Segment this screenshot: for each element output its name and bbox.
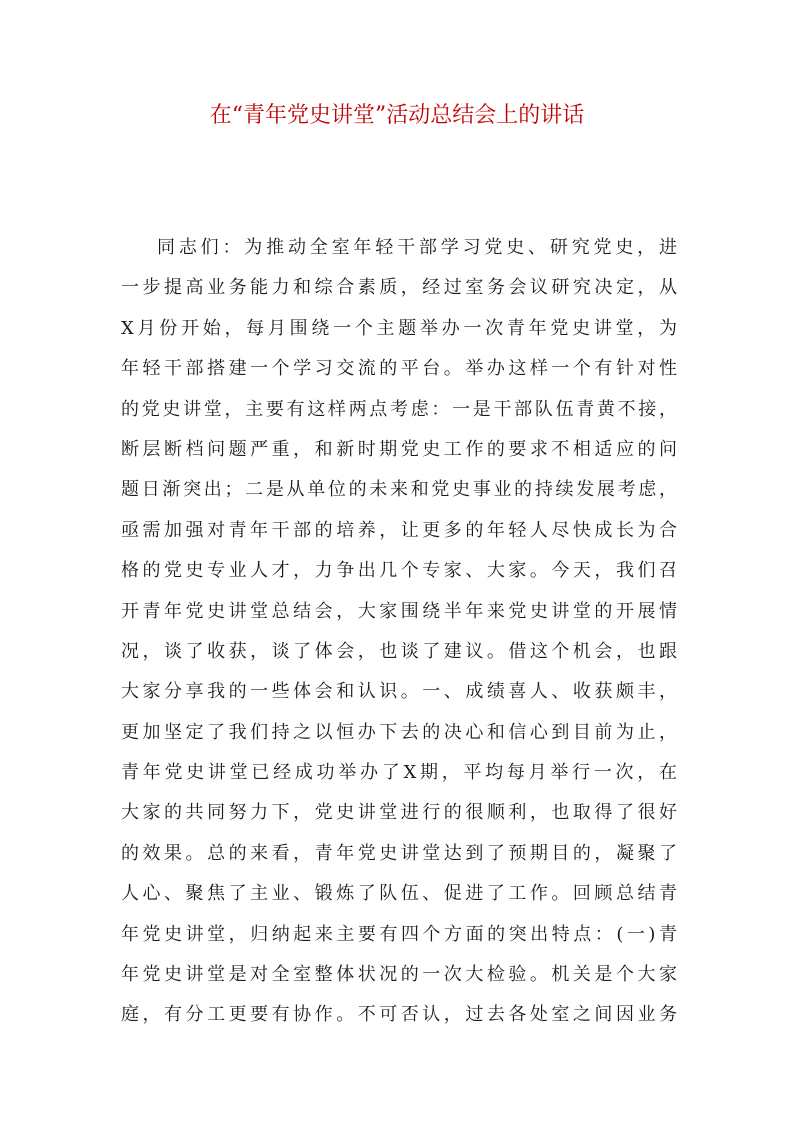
body-line: 一步提高业务能力和综合素质，经过室务会议研究决定，从	[121, 277, 677, 299]
body-line: 更加坚定了我们持之以恒办下去的决心和信心到目前为止，	[121, 721, 677, 743]
body-line: 的党史讲堂，主要有这样两点考虑：一是干部队伍青黄不接，	[121, 398, 677, 420]
body-line: 同志们：为推动全室年轻干部学习党史、研究党史，进	[157, 237, 677, 258]
document-title: 在“青年党史讲堂”活动总结会上的讲话	[209, 103, 585, 128]
body-line: 庭，有分工更要有协作。不可否认，过去各处室之间因业务	[121, 1004, 677, 1026]
body-line: 断层断档问题严重，和新时期党史工作的要求不相适应的问	[121, 438, 677, 460]
body-line: 题日渐突出；二是从单位的未来和党史事业的持续发展考虑，	[121, 479, 677, 501]
body-line: 格的党史专业人才，力争出几个专家、大家。今天，我们召	[121, 560, 677, 582]
body-line: 开青年党史讲堂总结会，大家围绕半年来党史讲堂的开展情	[121, 600, 677, 622]
document-body	[121, 228, 677, 1036]
body-line: 人心、聚焦了主业、锻炼了队伍、促进了工作。回顾总结青	[121, 883, 677, 905]
body-line: 大家分享我的一些体会和认识。一、成绩喜人、收获颇丰，	[121, 681, 677, 703]
body-line: 亟需加强对青年干部的培养，让更多的年轻人尽快成长为合	[121, 519, 677, 541]
body-line: 年党史讲堂是对全室整体状况的一次大检验。机关是个大家	[121, 964, 677, 986]
body-line: 青年党史讲堂已经成功举办了X期，平均每月举行一次，在	[121, 762, 677, 784]
body-line: X月份开始，每月围绕一个主题举办一次青年党史讲堂，为	[121, 317, 677, 339]
body-line: 大家的共同努力下，党史讲堂进行的很顺利，也取得了很好	[121, 802, 677, 824]
body-line: 年党史讲堂，归纳起来主要有四个方面的突出特点：(一)青	[121, 923, 677, 945]
body-line: 的效果。总的来看，青年党史讲堂达到了预期目的，凝聚了	[121, 842, 677, 864]
body-line: 况，谈了收获，谈了体会，也谈了建议。借这个机会，也跟	[121, 640, 677, 662]
body-line: 年轻干部搭建一个学习交流的平台。举办这样一个有针对性	[121, 358, 677, 380]
